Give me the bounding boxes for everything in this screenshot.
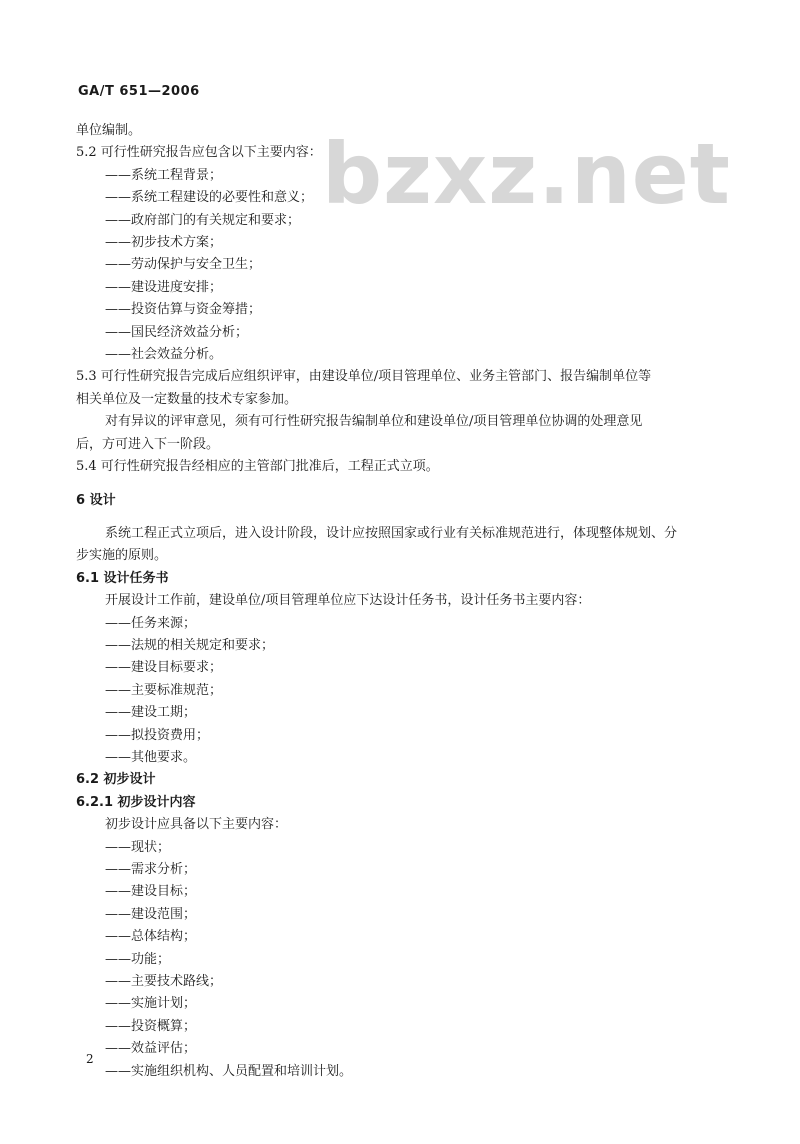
section-heading: 6.2 初步设计	[76, 772, 156, 788]
document-code-header: GA/T 651—2006	[78, 84, 200, 99]
section-heading: 6.2.1 初步设计内容	[76, 794, 196, 810]
list-item: ——投资估算与资金筹措；	[105, 302, 262, 318]
list-item: ——主要技术路线；	[105, 974, 223, 990]
list-item: ——效益评估；	[105, 1041, 197, 1057]
section-heading: 6 设计	[76, 492, 116, 508]
list-item: ——功能；	[105, 951, 171, 967]
watermark: bzxz.net	[322, 125, 731, 223]
list-item: ——国民经济效益分析；	[105, 324, 249, 340]
list-item: ——系统工程建设的必要性和意义；	[105, 190, 314, 206]
list-item: ——政府部门的有关规定和要求；	[105, 212, 301, 228]
list-item: ——建设工期；	[105, 705, 197, 721]
paragraph-line: 后，方可进入下一阶段。	[76, 436, 220, 452]
list-item: ——建设目标；	[105, 884, 197, 900]
list-item: ——社会效益分析。	[105, 347, 223, 363]
list-item: ——系统工程背景；	[105, 167, 223, 183]
list-item: ——建设进度安排；	[105, 279, 223, 295]
paragraph-line: 单位编制。	[76, 123, 142, 138]
list-item: ——现状；	[105, 839, 171, 855]
paragraph-line: 5.2 可行性研究报告应包含以下主要内容：	[76, 145, 322, 161]
list-item: ——总体结构；	[105, 929, 197, 945]
paragraph-line: 对有异议的评审意见，须有可行性研究报告编制单位和建设单位/项目管理单位协调的处理意见	[105, 414, 643, 430]
list-item: ——实施计划；	[105, 996, 197, 1012]
list-item: ——任务来源；	[105, 615, 197, 631]
list-item: ——其他要求。	[105, 749, 197, 765]
list-item: ——需求分析；	[105, 862, 197, 877]
section-heading: 6.1 设计任务书	[76, 570, 169, 586]
section-gap	[76, 512, 726, 523]
list-item: ——主要标准规范；	[105, 682, 223, 698]
page-number: 2	[86, 1052, 94, 1066]
list-item: ——拟投资费用；	[105, 727, 210, 743]
paragraph-line: 5.3 可行性研究报告完成后应组织评审，由建设单位/项目管理单位、业务主管部门、报告编制单位等	[76, 369, 652, 385]
list-item: ——投资概算；	[105, 1018, 197, 1034]
list-item: ——劳动保护与安全卫生；	[105, 257, 262, 273]
list-item: ——法规的相关规定和要求；	[105, 637, 275, 653]
paragraph-line: 开展设计工作前，建设单位/项目管理单位应下达设计任务书，设计任务书主要内容：	[105, 593, 591, 609]
section-gap	[76, 479, 726, 490]
list-item: ——初步技术方案；	[105, 235, 223, 251]
paragraph-line: 5.4 可行性研究报告经相应的主管部门批准后，工程正式立项。	[76, 459, 439, 475]
list-item: ——建设目标要求；	[105, 660, 223, 676]
paragraph-line: 步实施的原则。	[76, 548, 168, 564]
paragraph-line: 系统工程正式立项后，进入设计阶段，设计应按照国家或行业有关标准规范进行，体现整体规划、分	[105, 525, 678, 541]
paragraph-line: 初步设计应具备以下主要内容：	[105, 817, 288, 833]
list-item: ——实施组织机构、人员配置和培训计划。	[105, 1063, 353, 1079]
document-body	[76, 120, 726, 1083]
list-item: ——建设范围；	[105, 906, 197, 922]
paragraph-line: 相关单位及一定数量的技术专家参加。	[76, 391, 298, 407]
